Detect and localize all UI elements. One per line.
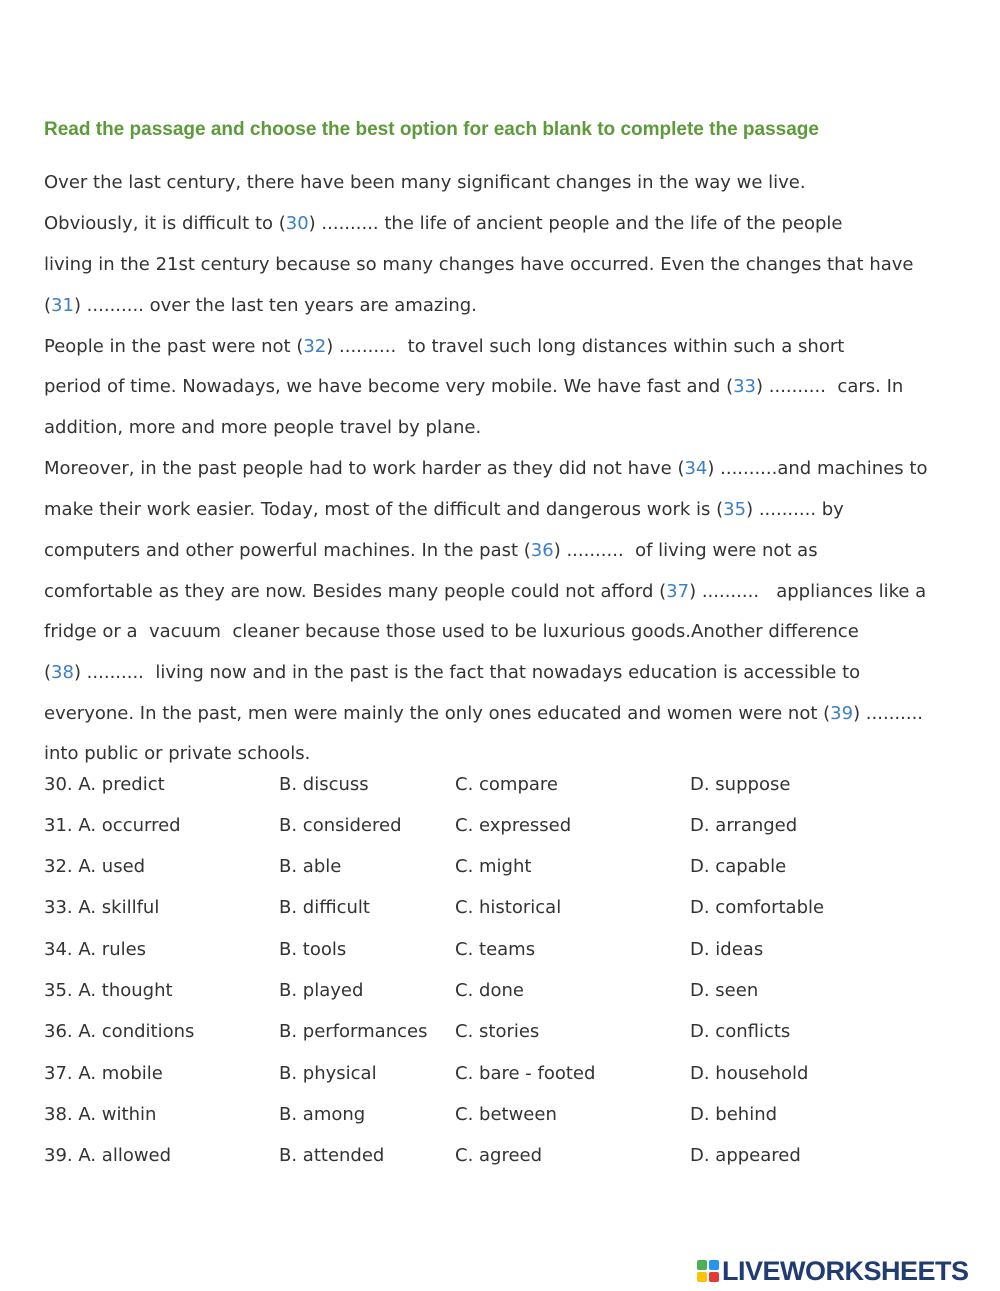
option-b: B. played	[279, 980, 364, 1001]
option-c: C. teams	[455, 939, 536, 960]
option-b: B. discuss	[279, 774, 369, 795]
question-row	[44, 773, 944, 797]
liveworksheets-logo-icon	[697, 1260, 719, 1282]
question-row	[44, 1020, 944, 1044]
blank-number: 34	[684, 458, 708, 479]
passage-line: make their work easier. Today, most of the difficult and dangerous work is (35) .......... by	[44, 499, 844, 520]
blank-number: 37	[666, 581, 690, 602]
passage-line: computers and other powerful machines. In the past (36) .......... of living were not as	[44, 540, 818, 561]
option-d: D. conflicts	[690, 1021, 791, 1042]
blank-number: 36	[530, 540, 554, 561]
option-d: D. household	[690, 1063, 809, 1084]
option-c: C. expressed	[455, 815, 572, 836]
blank-number: 39	[830, 703, 854, 724]
option-c: C. agreed	[455, 1145, 543, 1166]
question-row	[44, 938, 944, 962]
option-d: D. capable	[690, 856, 787, 877]
blank-number: 38	[51, 662, 74, 683]
option-b: B. among	[279, 1104, 366, 1125]
question-row	[44, 896, 944, 920]
passage-line: (31) .......... over the last ten years are amazing.	[44, 295, 477, 316]
passage-line: Obviously, it is difficult to (30) .......... the life of ancient people and the life of the people	[44, 213, 843, 234]
passage-line: Over the last century, there have been many significant changes in the way we live.	[44, 172, 806, 193]
option-a: 35. A. thought	[44, 980, 173, 1001]
option-b: B. performances	[279, 1021, 428, 1042]
brand-watermark	[697, 1256, 997, 1286]
option-d: D. ideas	[690, 939, 764, 960]
passage-line: Moreover, in the past people had to work harder as they did not have (34) ..........and machines to	[44, 458, 928, 479]
passage-line: People in the past were not (32) .......... to travel such long distances within such a short	[44, 336, 845, 357]
question-row	[44, 1144, 944, 1168]
blank-number: 30	[285, 213, 309, 234]
option-b: B. able	[279, 856, 342, 877]
option-d: D. suppose	[690, 774, 791, 795]
instruction-heading: Read the passage and choose the best option for each blank to complete the passage	[44, 119, 819, 140]
option-a: 32. A. used	[44, 856, 146, 877]
passage-line: living in the 21st century because so many changes have occurred. Even the changes that have	[44, 254, 914, 275]
passage-line: (38) .......... living now and in the past is the fact that nowadays education is accessible to	[44, 662, 861, 683]
passage-line: everyone. In the past, men were mainly the only ones educated and women were not (39) ..........	[44, 703, 924, 724]
option-a: 34. A. rules	[44, 939, 147, 960]
option-c: C. historical	[455, 897, 562, 918]
option-b: B. considered	[279, 815, 402, 836]
option-d: D. seen	[690, 980, 759, 1001]
option-c: C. might	[455, 856, 532, 877]
question-row	[44, 1103, 944, 1127]
option-c: C. done	[455, 980, 524, 1001]
option-a: 31. A. occurred	[44, 815, 181, 836]
passage-line: fridge or a vacuum cleaner because those used to be luxurious goods.Another difference	[44, 621, 859, 642]
question-row	[44, 814, 944, 838]
option-a: 33. A. skillful	[44, 897, 160, 918]
option-b: B. physical	[279, 1063, 377, 1084]
option-d: D. arranged	[690, 815, 798, 836]
option-a: 38. A. within	[44, 1104, 157, 1125]
blank-number: 33	[733, 376, 757, 397]
option-a: 37. A. mobile	[44, 1063, 163, 1084]
passage-line: comfortable as they are now. Besides many people could not afford (37) .......... appliances like a	[44, 581, 927, 602]
option-a: 36. A. conditions	[44, 1021, 195, 1042]
question-row	[44, 1062, 944, 1086]
question-row	[44, 979, 944, 1003]
passage-line: addition, more and more people travel by plane.	[44, 417, 482, 438]
option-d: D. appeared	[690, 1145, 801, 1166]
option-c: C. bare - footed	[455, 1063, 596, 1084]
option-c: C. stories	[455, 1021, 540, 1042]
option-b: B. tools	[279, 939, 347, 960]
passage-line: period of time. Nowadays, we have become very mobile. We have fast and (33) .......... cars. In	[44, 376, 904, 397]
blank-number: 35	[723, 499, 747, 520]
option-a: 30. A. predict	[44, 774, 165, 795]
option-d: D. comfortable	[690, 897, 825, 918]
blank-number: 32	[303, 336, 327, 357]
option-c: C. between	[455, 1104, 557, 1125]
option-b: B. attended	[279, 1145, 385, 1166]
blank-number: 31	[51, 295, 74, 316]
brand-name: LIVEWORKSHEETS	[722, 1255, 969, 1286]
option-b: B. difficult	[279, 897, 370, 918]
option-a: 39. A. allowed	[44, 1145, 172, 1166]
question-row	[44, 855, 944, 879]
option-d: D. behind	[690, 1104, 778, 1125]
option-c: C. compare	[455, 774, 558, 795]
passage-line: into public or private schools.	[44, 743, 311, 764]
